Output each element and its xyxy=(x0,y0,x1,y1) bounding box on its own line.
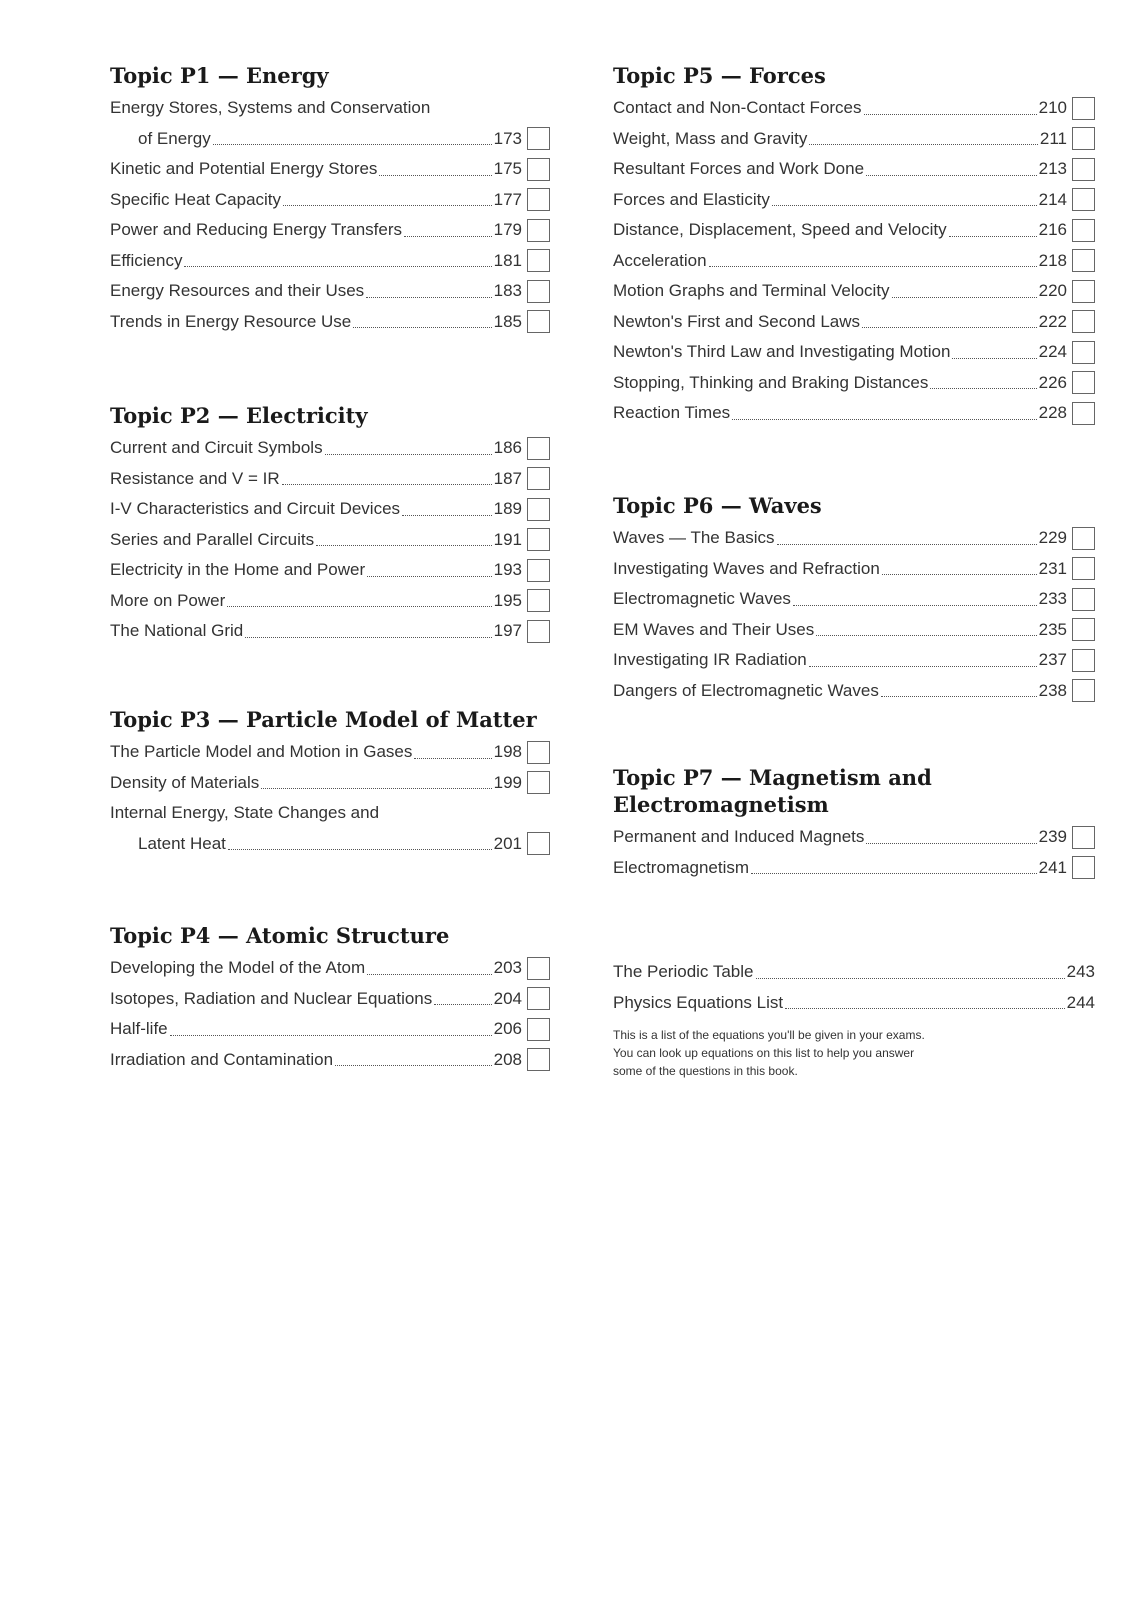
progress-checkbox[interactable] xyxy=(1072,826,1095,849)
dot-leader xyxy=(882,574,1037,575)
progress-checkbox[interactable] xyxy=(1072,402,1095,425)
progress-checkbox[interactable] xyxy=(527,280,550,303)
contents-entry[interactable] xyxy=(110,464,550,495)
dot-leader xyxy=(379,175,491,176)
entry-title: Efficiency xyxy=(110,250,183,270)
section-heading: Topic P5 — Forces xyxy=(613,63,826,88)
entry-page: 179 xyxy=(493,220,522,240)
entry-title: The Periodic Table xyxy=(613,962,754,982)
contents-entry[interactable] xyxy=(110,246,550,277)
dot-leader xyxy=(184,266,491,267)
contents-entry[interactable] xyxy=(613,676,1095,707)
contents-entry[interactable] xyxy=(613,185,1095,216)
dot-leader xyxy=(353,327,491,328)
contents-entry[interactable] xyxy=(613,853,1095,884)
progress-checkbox[interactable] xyxy=(1072,97,1095,120)
progress-checkbox[interactable] xyxy=(527,957,550,980)
entry-title: of Energy xyxy=(138,128,211,148)
progress-checkbox[interactable] xyxy=(527,832,550,855)
dot-leader xyxy=(366,297,491,298)
entry-title: Electromagnetic Waves xyxy=(613,589,791,609)
progress-checkbox[interactable] xyxy=(1072,618,1095,641)
entry-title: More on Power xyxy=(110,590,226,610)
progress-checkbox[interactable] xyxy=(1072,310,1095,333)
contents-entry[interactable] xyxy=(613,307,1095,338)
progress-checkbox[interactable] xyxy=(527,310,550,333)
entry-title: EM Waves and Their Uses xyxy=(613,619,815,639)
contents-entry[interactable] xyxy=(110,1045,550,1076)
contents-entry[interactable] xyxy=(110,555,550,586)
dot-leader xyxy=(809,144,1038,145)
entry-title: Motion Graphs and Terminal Velocity xyxy=(613,281,890,301)
section-heading: Topic P6 — Waves xyxy=(613,493,822,518)
entry-page: 243 xyxy=(1066,962,1095,982)
entry-page: 203 xyxy=(493,958,522,978)
contents-entry[interactable] xyxy=(613,988,1095,1019)
section-p5 xyxy=(613,62,1095,429)
entry-title: Energy Resources and their Uses xyxy=(110,281,365,301)
dot-leader xyxy=(892,297,1037,298)
entry-title: Specific Heat Capacity xyxy=(110,189,282,209)
section-p2 xyxy=(110,402,550,647)
entry-title: Energy Stores, Systems and Conservation xyxy=(110,98,431,117)
dot-leader xyxy=(404,236,492,237)
entry-title: The National Grid xyxy=(110,621,244,641)
entry-title: Isotopes, Radiation and Nuclear Equations xyxy=(110,988,433,1008)
note-line: some of the questions in this book. xyxy=(613,1064,798,1078)
entry-title: Developing the Model of the Atom xyxy=(110,958,366,978)
entry-title: Power and Reducing Energy Transfers xyxy=(110,220,402,240)
entry-page: 198 xyxy=(493,742,522,762)
entry-page: 177 xyxy=(493,189,522,209)
entry-title: Weight, Mass and Gravity xyxy=(613,128,808,148)
progress-checkbox[interactable] xyxy=(1072,527,1095,550)
entry-title: Irradiation and Contamination xyxy=(110,1049,334,1069)
section-p4 xyxy=(110,922,550,1075)
dot-leader xyxy=(316,545,492,546)
contents-entry[interactable] xyxy=(110,124,550,155)
dot-leader xyxy=(282,484,492,485)
contents-entry[interactable] xyxy=(613,276,1095,307)
entry-title: I-V Characteristics and Circuit Devices xyxy=(110,499,401,519)
entry-title: Acceleration xyxy=(613,250,707,270)
entry-page: 231 xyxy=(1038,558,1067,578)
entry-title: The Particle Model and Motion in Gases xyxy=(110,742,413,762)
dot-leader xyxy=(709,266,1037,267)
entry-title: Electromagnetism xyxy=(613,857,750,877)
contents-entry[interactable] xyxy=(613,615,1095,646)
progress-checkbox[interactable] xyxy=(527,188,550,211)
entry-page: 189 xyxy=(493,499,522,519)
entry-title: Permanent and Induced Magnets xyxy=(613,827,865,847)
entry-page: 210 xyxy=(1038,98,1067,118)
dot-leader xyxy=(228,849,492,850)
dot-leader xyxy=(809,666,1037,667)
contents-entry[interactable] xyxy=(110,307,550,338)
entry-page: 206 xyxy=(493,1019,522,1039)
entry-title: Waves — The Basics xyxy=(613,528,775,548)
progress-checkbox[interactable] xyxy=(527,437,550,460)
progress-checkbox[interactable] xyxy=(527,127,550,150)
dot-leader xyxy=(367,974,491,975)
entry-page: 228 xyxy=(1038,403,1067,423)
progress-checkbox[interactable] xyxy=(527,771,550,794)
contents-entry[interactable] xyxy=(110,1014,550,1045)
entry-page: 197 xyxy=(493,621,522,641)
contents-entry[interactable] xyxy=(110,829,550,860)
entry-title: Physics Equations List xyxy=(613,992,784,1012)
dot-leader xyxy=(793,605,1037,606)
entry-title: Contact and Non-Contact Forces xyxy=(613,98,862,118)
entry-page: 185 xyxy=(493,311,522,331)
progress-checkbox[interactable] xyxy=(1072,127,1095,150)
entry-title: Half-life xyxy=(110,1019,168,1039)
progress-checkbox[interactable] xyxy=(527,528,550,551)
entry-page: 220 xyxy=(1038,281,1067,301)
entry-page: 235 xyxy=(1038,619,1067,639)
entry-page: 239 xyxy=(1038,827,1067,847)
entry-page: 211 xyxy=(1039,128,1067,148)
equations-note xyxy=(613,1026,958,1080)
contents-entry[interactable] xyxy=(110,494,550,525)
contents-entry[interactable] xyxy=(613,154,1095,185)
entry-page: 175 xyxy=(493,159,522,179)
progress-checkbox[interactable] xyxy=(1072,679,1095,702)
section-p1 xyxy=(110,62,550,337)
dot-leader xyxy=(170,1035,492,1036)
dot-leader xyxy=(732,419,1036,420)
entry-page: 191 xyxy=(493,529,522,549)
dot-leader xyxy=(751,873,1037,874)
contents-entry[interactable] xyxy=(110,984,550,1015)
entry-page: 201 xyxy=(493,833,522,853)
progress-checkbox[interactable] xyxy=(1072,280,1095,303)
entry-title: Newton's First and Second Laws xyxy=(613,311,861,331)
entry-page: 214 xyxy=(1038,189,1067,209)
entry-page: 204 xyxy=(493,988,522,1008)
contents-entry[interactable] xyxy=(110,953,550,984)
dot-leader xyxy=(949,236,1037,237)
section-heading: Topic P3 — Particle Model of Matter xyxy=(110,707,537,732)
entry-title: Density of Materials xyxy=(110,772,260,792)
section-extras xyxy=(613,957,1095,1080)
contents-entry[interactable] xyxy=(613,584,1095,615)
entry-page: 241 xyxy=(1038,857,1067,877)
progress-checkbox[interactable] xyxy=(527,1048,550,1071)
entry-page: 181 xyxy=(493,250,522,270)
dot-leader xyxy=(434,1004,491,1005)
contents-entry[interactable] xyxy=(110,525,550,556)
entry-title: Forces and Elasticity xyxy=(613,189,770,209)
progress-checkbox[interactable] xyxy=(1072,588,1095,611)
progress-checkbox[interactable] xyxy=(1072,557,1095,580)
contents-entry[interactable] xyxy=(110,616,550,647)
contents-entry[interactable] xyxy=(613,215,1095,246)
section-p3 xyxy=(110,706,550,859)
entry-page: 183 xyxy=(493,281,522,301)
dot-leader xyxy=(864,114,1037,115)
dot-leader xyxy=(785,1008,1065,1009)
entry-page: 195 xyxy=(493,590,522,610)
progress-checkbox[interactable] xyxy=(527,467,550,490)
dot-leader xyxy=(816,635,1036,636)
section-heading: Topic P2 — Electricity xyxy=(110,403,368,428)
progress-checkbox[interactable] xyxy=(1072,188,1095,211)
entry-page: 213 xyxy=(1038,159,1067,179)
section-heading-line2: Electromagnetism xyxy=(613,792,829,817)
entry-page: 229 xyxy=(1038,528,1067,548)
contents-entry[interactable] xyxy=(110,276,550,307)
contents-entry[interactable] xyxy=(110,433,550,464)
dot-leader xyxy=(866,175,1037,176)
contents-entry[interactable] xyxy=(110,768,550,799)
dot-leader xyxy=(862,327,1037,328)
progress-checkbox[interactable] xyxy=(527,741,550,764)
dot-leader xyxy=(335,1065,492,1066)
dot-leader xyxy=(402,515,492,516)
contents-entry[interactable] xyxy=(613,368,1095,399)
entry-title-prefix xyxy=(110,93,550,124)
contents-entry[interactable] xyxy=(613,398,1095,429)
entry-page: 187 xyxy=(493,468,522,488)
entry-title: Newton's Third Law and Investigating Motion xyxy=(613,342,951,362)
contents-entry[interactable] xyxy=(613,822,1095,853)
progress-checkbox[interactable] xyxy=(1072,219,1095,242)
contents-entry[interactable] xyxy=(613,645,1095,676)
entry-page: 218 xyxy=(1038,250,1067,270)
dot-leader xyxy=(245,637,491,638)
progress-checkbox[interactable] xyxy=(527,158,550,181)
entry-title: Resistance and V = IR xyxy=(110,468,280,488)
entry-page: 208 xyxy=(493,1049,522,1069)
dot-leader xyxy=(952,358,1036,359)
dot-leader xyxy=(756,978,1065,979)
progress-checkbox[interactable] xyxy=(1072,341,1095,364)
entry-title-prefix xyxy=(110,798,550,829)
contents-entry[interactable] xyxy=(613,523,1095,554)
contents-entry[interactable] xyxy=(613,957,1095,988)
entry-title: Resultant Forces and Work Done xyxy=(613,159,865,179)
entry-page: 244 xyxy=(1066,992,1095,1012)
entry-title: Investigating IR Radiation xyxy=(613,650,807,670)
entry-page: 193 xyxy=(493,560,522,580)
dot-leader xyxy=(227,606,491,607)
contents-entry[interactable] xyxy=(613,554,1095,585)
section-heading: Topic P4 — Atomic Structure xyxy=(110,923,450,948)
dot-leader xyxy=(772,205,1037,206)
progress-checkbox[interactable] xyxy=(527,559,550,582)
dot-leader xyxy=(930,388,1036,389)
contents-entry[interactable] xyxy=(613,337,1095,368)
note-line: You can look up equations on this list to help you answer xyxy=(613,1046,915,1060)
entry-title: Dangers of Electromagnetic Waves xyxy=(613,680,879,700)
contents-entry[interactable] xyxy=(110,185,550,216)
progress-checkbox[interactable] xyxy=(527,249,550,272)
entry-page: 222 xyxy=(1038,311,1067,331)
entry-title: Stopping, Thinking and Braking Distances xyxy=(613,372,929,392)
entry-page: 173 xyxy=(493,128,522,148)
dot-leader xyxy=(881,696,1037,697)
progress-checkbox[interactable] xyxy=(527,987,550,1010)
progress-checkbox[interactable] xyxy=(1072,158,1095,181)
entry-page: 226 xyxy=(1038,372,1067,392)
entry-page: 199 xyxy=(493,772,522,792)
progress-checkbox[interactable] xyxy=(1072,371,1095,394)
contents-entry[interactable] xyxy=(110,586,550,617)
progress-checkbox[interactable] xyxy=(1072,649,1095,672)
entry-title: Internal Energy, State Changes and xyxy=(110,803,380,822)
dot-leader xyxy=(283,205,492,206)
entry-title: Latent Heat xyxy=(138,833,226,853)
entry-title: Trends in Energy Resource Use xyxy=(110,311,352,331)
progress-checkbox[interactable] xyxy=(527,589,550,612)
entry-page: 238 xyxy=(1038,680,1067,700)
contents-entry[interactable] xyxy=(110,215,550,246)
entry-page: 224 xyxy=(1038,342,1067,362)
section-p6 xyxy=(613,492,1095,706)
entry-title: Reaction Times xyxy=(613,403,731,423)
entry-title: Kinetic and Potential Energy Stores xyxy=(110,159,378,179)
dot-leader xyxy=(367,576,492,577)
entry-page: 186 xyxy=(493,438,522,458)
progress-checkbox[interactable] xyxy=(527,1018,550,1041)
section-heading-line1: Topic P7 — Magnetism and xyxy=(613,765,932,790)
entry-page: 237 xyxy=(1038,650,1067,670)
entry-title: Current and Circuit Symbols xyxy=(110,438,323,458)
contents-entry[interactable] xyxy=(110,154,550,185)
dot-leader xyxy=(414,758,491,759)
section-heading: Topic P1 — Energy xyxy=(110,63,329,88)
entry-page: 216 xyxy=(1038,220,1067,240)
contents-entry[interactable] xyxy=(613,93,1095,124)
entry-title: Distance, Displacement, Speed and Velocity xyxy=(613,220,947,240)
dot-leader xyxy=(777,544,1037,545)
entry-title: Series and Parallel Circuits xyxy=(110,529,315,549)
contents-entry[interactable] xyxy=(110,737,550,768)
note-line: This is a list of the equations you'll be given in your exams. xyxy=(613,1028,925,1042)
dot-leader xyxy=(866,843,1036,844)
dot-leader xyxy=(325,454,492,455)
progress-checkbox[interactable] xyxy=(527,498,550,521)
section-p7 xyxy=(613,764,1095,883)
contents-entry[interactable] xyxy=(613,124,1095,155)
contents-entry[interactable] xyxy=(613,246,1095,277)
dot-leader xyxy=(261,788,491,789)
entry-title: Electricity in the Home and Power xyxy=(110,560,366,580)
entry-title: Investigating Waves and Refraction xyxy=(613,558,880,578)
progress-checkbox[interactable] xyxy=(527,219,550,242)
progress-checkbox[interactable] xyxy=(1072,249,1095,272)
progress-checkbox[interactable] xyxy=(527,620,550,643)
entry-page: 233 xyxy=(1038,589,1067,609)
progress-checkbox[interactable] xyxy=(1072,856,1095,879)
dot-leader xyxy=(213,144,492,145)
